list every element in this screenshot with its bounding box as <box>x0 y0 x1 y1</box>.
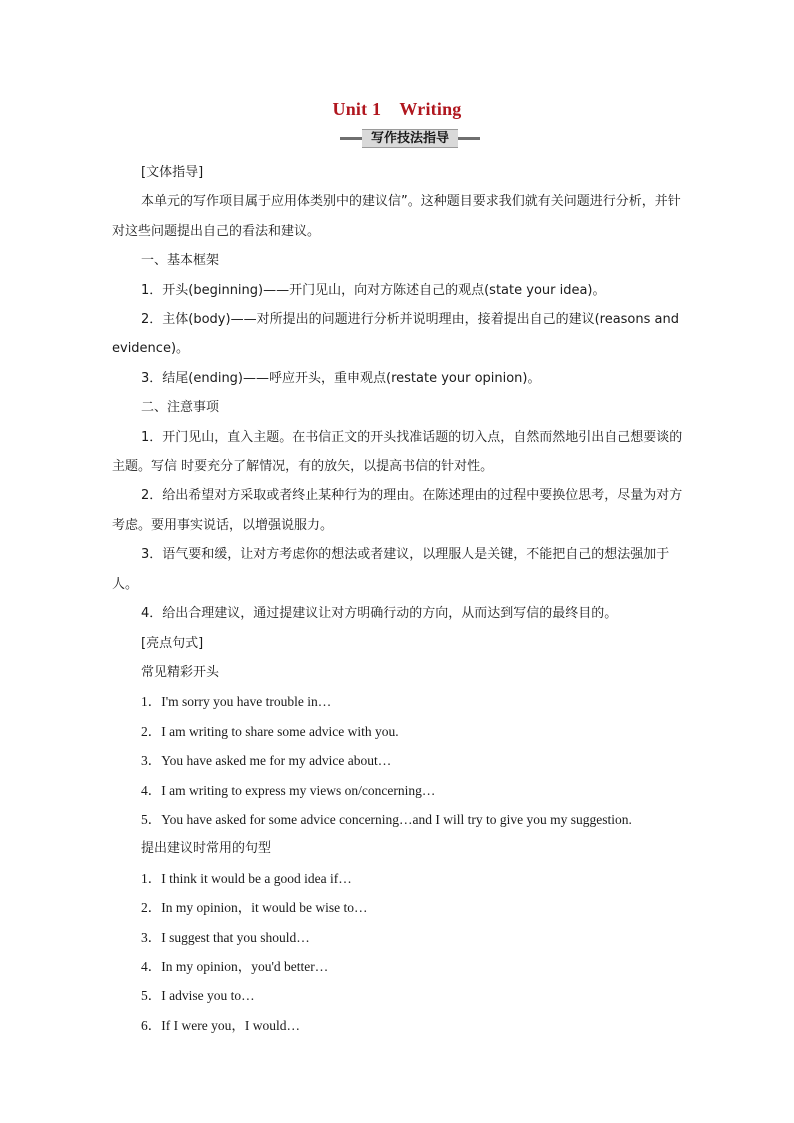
suggestion-item: 3．I suggest that you should… <box>141 929 310 945</box>
suggestions-heading: 提出建议时常用的句型 <box>141 841 272 857</box>
unit-title: Unit 1 Writing <box>332 99 462 119</box>
banner-right-rule <box>458 137 480 140</box>
section-label-sentences: [亮点句式] <box>141 635 204 651</box>
opening-item: 4．I am writing to express my views on/concerning… <box>141 782 436 798</box>
suggestion-item: 2．In my opinion，it would be wise to… <box>141 900 368 916</box>
opening-item: 5．You have asked for some advice concerning…and I will try to give you my suggestion. <box>141 811 632 827</box>
suggestion-item: 4．In my opinion，you'd better… <box>141 958 329 974</box>
opening-item: 3．You have asked me for my advice about… <box>141 753 392 769</box>
suggestion-item: 1．I think it would be a good idea if… <box>141 870 352 886</box>
heading-framework: 一、基本框架 <box>141 253 220 269</box>
openings-heading: 常见精彩开头 <box>141 664 220 680</box>
suggestion-item: 5．I advise you to… <box>141 988 255 1004</box>
banner-label: 写作技法指导 <box>362 129 458 148</box>
intro-paragraph: 本单元的写作项目属于应用体类别中的建议信”。这种题目要求我们就有关问题进行分析，并针对这些问题提出自己的看法和建议。 <box>112 194 681 239</box>
section-label-style: [文体指导] <box>141 165 204 180</box>
banner-left-rule <box>340 137 362 140</box>
document-body <box>112 158 684 1040</box>
framework-item-3: 3．结尾(ending)——呼应开头，重申观点(restate your opinion)。 <box>141 370 541 386</box>
opening-item: 1．I'm sorry you have trouble in… <box>141 694 332 710</box>
suggestion-item: 6．If I were you，I would… <box>141 1017 300 1033</box>
framework-item-2: 2．主体(body)——对所提出的问题进行分析并说明理由，接着提出自己的建议(reasons and evidence)。 <box>112 312 679 357</box>
note-item-2: 2．给出希望对方采取或者终止某种行为的理由。在陈述理由的过程中要换位思考，尽量为对方考虑。要用事实说话，以增强说服力。 <box>112 488 683 533</box>
opening-item: 2．I am writing to share some advice with you. <box>141 723 399 739</box>
note-item-1: 1．开门见山，直入主题。在书信正文的开头找准话题的切入点，自然而然地引出自己想要谈的主题。写信 时要充分了解情况，有的放矢，以提高书信的针对性。 <box>112 429 683 475</box>
note-item-4: 4．给出合理建议，通过提建议让对方明确行动的方向，从而达到写信的最终目的。 <box>141 606 618 622</box>
note-item-3: 3．语气要和缓，让对方考虑你的想法或者建议，以理服人是关键，不能把自己的想法强加于人。 <box>112 547 670 592</box>
heading-notes: 二、注意事项 <box>141 400 220 416</box>
framework-item-1: 1．开头(beginning)——开门见山，向对方陈述自己的观点(state your idea)。 <box>141 282 606 298</box>
section-banner <box>340 129 480 147</box>
